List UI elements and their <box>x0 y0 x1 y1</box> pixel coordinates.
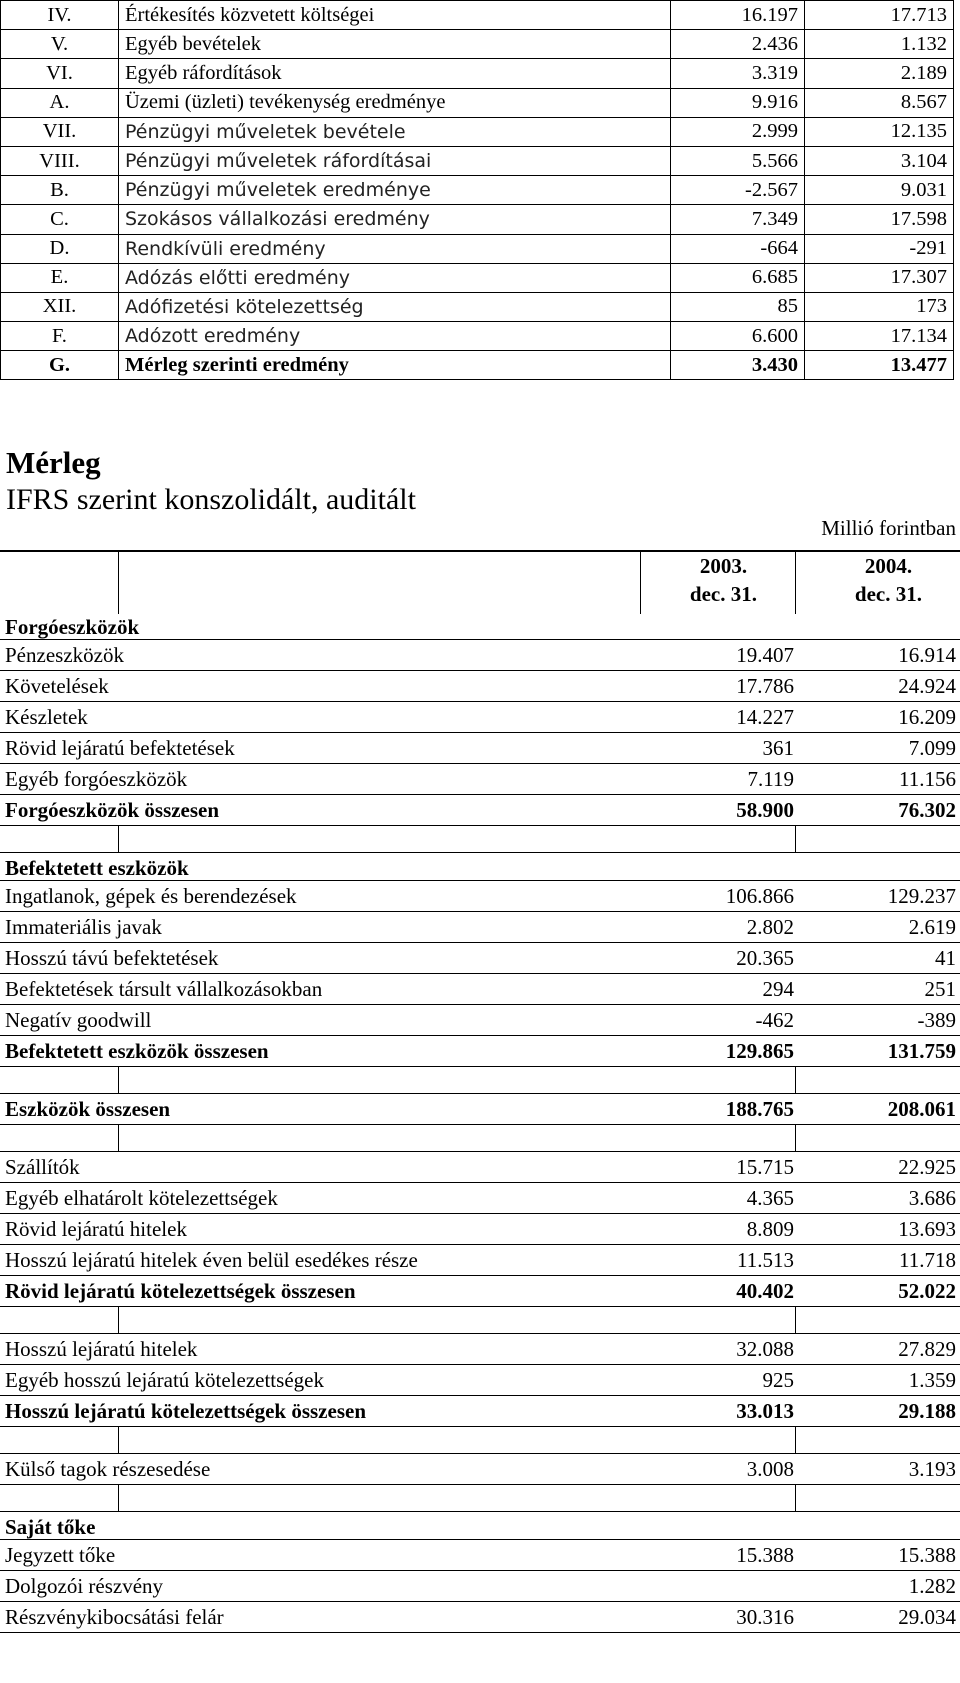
balance-row <box>0 943 960 974</box>
balance-sheet-header <box>0 550 960 612</box>
section-row <box>0 1512 960 1540</box>
value-2003: 5.566 <box>671 146 805 175</box>
value-2004: 208.061 <box>887 1097 956 1121</box>
row-label: Pénzügyi műveletek eredménye <box>119 176 671 205</box>
row-code: B. <box>1 176 119 205</box>
cell-divider <box>118 1125 119 1152</box>
cell-divider <box>118 1067 119 1094</box>
value-2003: 85 <box>671 292 805 321</box>
value-2003: -462 <box>755 1008 794 1032</box>
value-2004: 173 <box>805 292 954 321</box>
spacer-row <box>0 1485 960 1512</box>
row-label: Dolgozói részvény <box>5 1574 164 1598</box>
value-2003: 14.227 <box>736 705 794 729</box>
income-row <box>1 292 954 321</box>
row-code: A. <box>1 88 119 117</box>
row-label: Követelések <box>5 674 109 698</box>
value-2003: 3.430 <box>671 351 805 380</box>
value-2003: 361 <box>762 736 794 760</box>
value-2003: 16.197 <box>671 1 805 30</box>
row-label: Befektetések társult vállalkozásokban <box>5 977 323 1001</box>
balance-row <box>0 1214 960 1245</box>
row-label: Mérleg szerinti eredmény <box>119 351 671 380</box>
value-2004: 17.134 <box>805 322 954 351</box>
value-2003: -2.567 <box>671 176 805 205</box>
row-code: V. <box>1 30 119 59</box>
row-label: Szállítók <box>5 1155 80 1179</box>
value-2004: 27.829 <box>898 1337 956 1361</box>
row-label: Pénzeszközök <box>5 643 124 667</box>
value-2004: 17.307 <box>805 263 954 292</box>
value-2004: 3.104 <box>805 146 954 175</box>
value-2003: 925 <box>762 1368 794 1392</box>
row-label: Egyéb hosszú lejáratú kötelezettségek <box>5 1368 324 1392</box>
income-row <box>1 117 954 146</box>
row-label: Rövid lejáratú hitelek <box>5 1217 187 1241</box>
row-code: F. <box>1 322 119 351</box>
balance-sheet-subtitle: IFRS szerint konszolidált, auditált <box>6 483 416 516</box>
value-2003: 6.600 <box>671 322 805 351</box>
col-2003-date: dec. 31. <box>689 582 757 606</box>
income-row <box>1 351 954 380</box>
value-2004: 22.925 <box>898 1155 956 1179</box>
value-2004: 129.237 <box>887 884 956 908</box>
value-2004: 3.686 <box>908 1186 956 1210</box>
value-2003: 3.008 <box>746 1457 794 1481</box>
value-2004: 29.188 <box>898 1399 956 1423</box>
cell-divider <box>795 1427 796 1454</box>
row-label: Készletek <box>5 705 88 729</box>
header-divider <box>640 552 641 614</box>
value-2004: 13.693 <box>898 1217 956 1241</box>
cell-divider <box>795 1485 796 1512</box>
income-row <box>1 30 954 59</box>
value-2004: 29.034 <box>898 1605 956 1629</box>
value-2004: 8.567 <box>805 88 954 117</box>
row-code: VI. <box>1 59 119 88</box>
col-2003-header <box>690 552 757 608</box>
cell-divider <box>795 1125 796 1152</box>
spacer-row <box>0 1427 960 1454</box>
value-2004: 251 <box>924 977 956 1001</box>
value-2004: 3.193 <box>908 1457 956 1481</box>
value-2004: 17.598 <box>805 205 954 234</box>
col-2004-date: dec. 31. <box>854 582 922 606</box>
income-row <box>1 176 954 205</box>
value-2004: -389 <box>917 1008 956 1032</box>
cell-divider <box>795 1067 796 1094</box>
income-row <box>1 59 954 88</box>
value-2003: 294 <box>762 977 794 1001</box>
spacer-row <box>0 1067 960 1094</box>
row-label: Befektetett eszközök <box>5 856 189 880</box>
value-2004: 1.132 <box>805 30 954 59</box>
balance-row <box>0 881 960 912</box>
row-label: Rövid lejáratú befektetések <box>5 736 235 760</box>
row-code: XII. <box>1 292 119 321</box>
value-2004: 15.388 <box>898 1543 956 1567</box>
balance-row <box>0 1571 960 1602</box>
value-2004: 11.156 <box>899 767 956 791</box>
row-label: Hosszú lejáratú hitelek <box>5 1337 198 1361</box>
row-label: Szokásos vállalkozási eredmény <box>119 205 671 234</box>
row-label: Adózás előtti eredmény <box>119 263 671 292</box>
income-row <box>1 205 954 234</box>
value-2004: 2.619 <box>908 915 956 939</box>
balance-row <box>0 1454 960 1485</box>
balance-row <box>0 1094 960 1125</box>
value-2003: 40.402 <box>736 1279 794 1303</box>
row-code: E. <box>1 263 119 292</box>
balance-row <box>0 1183 960 1214</box>
balance-row <box>0 795 960 826</box>
row-label: Külső tagok részesedése <box>5 1457 211 1481</box>
row-label: Jegyzett tőke <box>5 1543 116 1567</box>
cell-divider <box>795 1307 796 1334</box>
balance-row <box>0 1602 960 1633</box>
value-2003: 3.319 <box>671 59 805 88</box>
unit-label: Millió forintban <box>821 516 956 540</box>
value-2003: 8.809 <box>746 1217 794 1241</box>
income-row <box>1 1 954 30</box>
row-label: Forgóeszközök <box>5 615 140 639</box>
cell-divider <box>118 1307 119 1334</box>
value-2003: 33.013 <box>736 1399 794 1423</box>
balance-row <box>0 1396 960 1427</box>
row-code: C. <box>1 205 119 234</box>
value-2003: 15.388 <box>736 1543 794 1567</box>
row-label: Részvénykibocsátási felár <box>5 1605 224 1629</box>
value-2004: 24.924 <box>898 674 956 698</box>
value-2004: -291 <box>805 234 954 263</box>
income-row <box>1 88 954 117</box>
row-label: Hosszú lejáratú kötelezettségek összesen <box>5 1399 366 1423</box>
income-row <box>1 146 954 175</box>
row-label: Forgóeszközök összesen <box>5 798 220 822</box>
value-2003: 20.365 <box>736 946 794 970</box>
row-label: Egyéb elhatárolt kötelezettségek <box>5 1186 278 1210</box>
value-2003: 9.916 <box>671 88 805 117</box>
value-2003: 2.436 <box>671 30 805 59</box>
value-2004: 131.759 <box>887 1039 956 1063</box>
col-2004-year: 2004. <box>864 554 913 578</box>
income-row <box>1 234 954 263</box>
header-divider <box>118 552 119 614</box>
value-2004: 16.209 <box>898 705 956 729</box>
section-row <box>0 853 960 881</box>
value-2003: 188.765 <box>725 1097 794 1121</box>
row-label: Rendkívüli eredmény <box>119 234 671 263</box>
value-2004: 2.189 <box>805 59 954 88</box>
row-code: VII. <box>1 117 119 146</box>
income-row <box>1 322 954 351</box>
value-2003: 129.865 <box>725 1039 794 1063</box>
value-2003: 106.866 <box>725 884 794 908</box>
row-label: Pénzügyi műveletek ráfordításai <box>119 146 671 175</box>
row-label: Adózott eredmény <box>119 322 671 351</box>
value-2004: 9.031 <box>805 176 954 205</box>
value-2004: 11.718 <box>899 1248 956 1272</box>
value-2003: 7.119 <box>747 767 794 791</box>
row-label: Hosszú lejáratú hitelek éven belül esedékes része <box>5 1248 418 1272</box>
col-2003-year: 2003. <box>699 554 748 578</box>
balance-row <box>0 640 960 671</box>
cell-divider <box>118 826 119 853</box>
cell-divider <box>118 1427 119 1454</box>
value-2004: 7.099 <box>908 736 956 760</box>
row-label: Saját tőke <box>5 1515 96 1539</box>
value-2003: 58.900 <box>736 798 794 822</box>
balance-row <box>0 1540 960 1571</box>
balance-row <box>0 1036 960 1067</box>
value-2003: 2.802 <box>746 915 794 939</box>
value-2004: 1.282 <box>908 1574 956 1598</box>
spacer-row <box>0 826 960 853</box>
balance-row <box>0 912 960 943</box>
row-label: Adófizetési kötelezettség <box>119 292 671 321</box>
row-label: Rövid lejáratú kötelezettségek összesen <box>5 1279 356 1303</box>
income-statement-table <box>0 0 954 380</box>
row-label: Értékesítés közvetett költségei <box>119 1 671 30</box>
row-code: G. <box>1 351 119 380</box>
value-2004: 41 <box>935 946 956 970</box>
spacer-row <box>0 1307 960 1334</box>
row-label: Pénzügyi műveletek bevétele <box>119 117 671 146</box>
value-2003: 2.999 <box>671 117 805 146</box>
row-label: Immateriális javak <box>5 915 162 939</box>
row-label: Egyéb ráfordítások <box>119 59 671 88</box>
section-row <box>0 612 960 640</box>
spacer-row <box>0 1125 960 1152</box>
value-2003: 6.685 <box>671 263 805 292</box>
row-label: Egyéb forgóeszközök <box>5 767 188 791</box>
col-2004-header <box>855 552 922 608</box>
row-code: VIII. <box>1 146 119 175</box>
income-row <box>1 263 954 292</box>
balance-row <box>0 671 960 702</box>
balance-row <box>0 702 960 733</box>
row-label: Negatív goodwill <box>5 1008 152 1032</box>
balance-row <box>0 733 960 764</box>
value-2004: 52.022 <box>898 1279 956 1303</box>
row-label: Eszközök összesen <box>5 1097 171 1121</box>
value-2004: 1.359 <box>908 1368 956 1392</box>
balance-row <box>0 1152 960 1183</box>
balance-row <box>0 974 960 1005</box>
balance-row <box>0 1365 960 1396</box>
value-2003: 7.349 <box>671 205 805 234</box>
balance-row <box>0 1005 960 1036</box>
balance-row <box>0 1245 960 1276</box>
balance-row <box>0 1334 960 1365</box>
value-2003: 11.513 <box>737 1248 794 1272</box>
row-label: Egyéb bevételek <box>119 30 671 59</box>
row-code: D. <box>1 234 119 263</box>
value-2004: 12.135 <box>805 117 954 146</box>
cell-divider <box>118 1485 119 1512</box>
value-2003: 17.786 <box>736 674 794 698</box>
balance-row <box>0 764 960 795</box>
row-label: Hosszú távú befektetések <box>5 946 219 970</box>
value-2003: 30.316 <box>736 1605 794 1629</box>
row-label: Ingatlanok, gépek és berendezések <box>5 884 297 908</box>
value-2004: 16.914 <box>898 643 956 667</box>
value-2003: 4.365 <box>746 1186 794 1210</box>
cell-divider <box>795 826 796 853</box>
value-2003: 32.088 <box>736 1337 794 1361</box>
value-2003: 19.407 <box>736 643 794 667</box>
value-2003: -664 <box>671 234 805 263</box>
value-2004: 13.477 <box>805 351 954 380</box>
row-label: Befektetett eszközök összesen <box>5 1039 269 1063</box>
value-2004: 76.302 <box>898 798 956 822</box>
header-divider <box>795 552 796 614</box>
value-2003: 15.715 <box>736 1155 794 1179</box>
value-2004: 17.713 <box>805 1 954 30</box>
row-code: IV. <box>1 1 119 30</box>
balance-sheet-title: Mérleg <box>6 445 101 480</box>
balance-row <box>0 1276 960 1307</box>
row-label: Üzemi (üzleti) tevékenység eredménye <box>119 88 671 117</box>
